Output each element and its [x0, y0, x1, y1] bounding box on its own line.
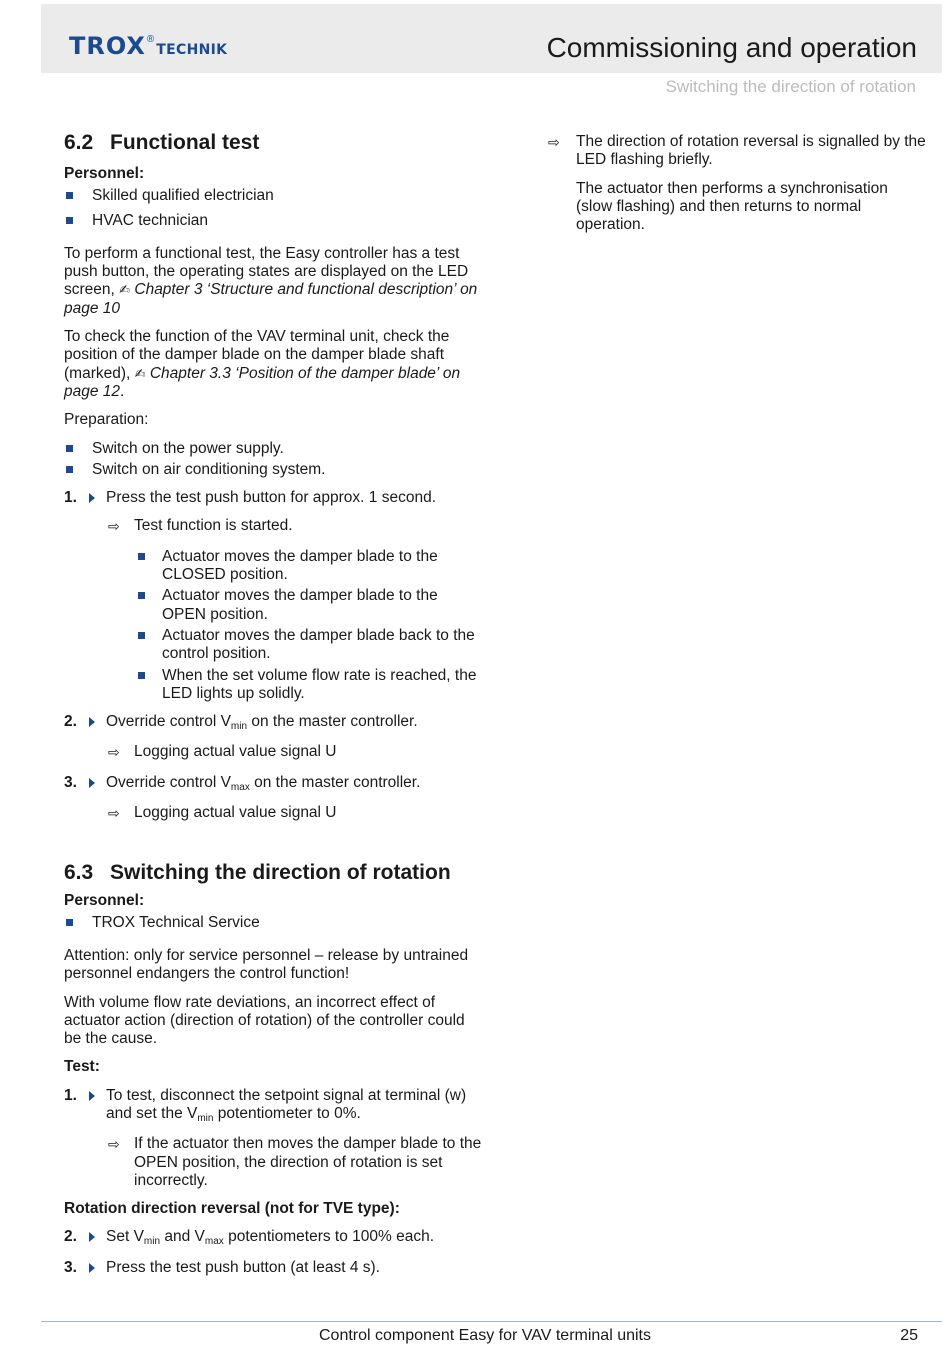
bullet-square-icon — [138, 553, 145, 560]
preparation-label: Preparation: — [64, 411, 149, 429]
step-result: ⇨ Logging actual value signal U — [108, 804, 337, 822]
paragraph: To check the function of the VAV terminal unit, check the position of the damper blade on the damper blade shaft (marked), ✍︎ Chapter 3.3 ‘Position of the damper blade’ on page 12. — [64, 328, 461, 400]
list-item: Actuator moves the damper blade to the CLOSED position. — [64, 548, 484, 585]
list-item: Actuator moves the damper blade back to the control position. — [64, 627, 484, 664]
personnel-label: Personnel: — [64, 892, 145, 910]
result-arrow-icon: ⇨ — [108, 805, 120, 822]
chapter-title: Commissioning and operation — [546, 32, 917, 63]
bullet-square-icon — [66, 466, 73, 473]
step-item: 3. Override control $V_{max}$ on the master controller. — [64, 773, 421, 793]
section-title: Functional test — [110, 131, 260, 154]
left-column — [64, 130, 484, 1277]
paragraph: With volume flow rate deviations, an incorrect effect of actuator action (direction of rotation) of the controller could be the cause. — [64, 993, 465, 1048]
bullet-square-icon — [138, 672, 145, 679]
bullet-square-icon — [138, 632, 145, 639]
step-number: 3. — [64, 1258, 77, 1276]
step-arrow-icon — [89, 1263, 95, 1273]
bullet-square-icon — [66, 217, 73, 224]
list-item: Actuator moves the damper blade to the OPEN position. — [64, 587, 484, 624]
bullet-square-icon — [66, 919, 73, 926]
cross-reference-link[interactable]: Chapter 3 ‘Structure and functional description’ on page 10 — [64, 281, 478, 317]
step-result-list — [64, 548, 484, 703]
logo-trox-text: TROX — [69, 32, 146, 60]
test-label: Test: — [64, 1058, 100, 1076]
list-item: Skilled qualified electrician — [64, 187, 484, 205]
cross-reference-icon: ✍︎ — [119, 282, 131, 298]
page-header — [41, 4, 942, 73]
step-number: 1. — [64, 1086, 77, 1104]
step-item: 1. Press the test push button for approx. 1 second. — [64, 489, 437, 507]
cross-reference-link[interactable]: Chapter 3.3 ‘Position of the damper blade’ on page 12 — [64, 364, 461, 400]
step-number: 1. — [64, 489, 77, 507]
section-title: Switching the direction of rotation — [110, 861, 451, 885]
footer-divider — [41, 1321, 942, 1322]
cross-reference-icon: ✍︎ — [134, 365, 146, 381]
personnel-list — [64, 914, 484, 932]
preparation-list — [64, 440, 484, 480]
list-item: When the set volume flow rate is reached, the LED lights up solidly. — [64, 667, 484, 704]
trox-logo — [69, 32, 227, 60]
result-arrow-icon: ⇨ — [108, 744, 120, 761]
step-number: 2. — [64, 713, 77, 731]
step-result: ⇨ The direction of rotation reversal is signalled by the LED flashing briefly. — [548, 133, 926, 169]
paragraph: Attention: only for service personnel – release by untrained personnel endangers the control function! — [64, 946, 469, 983]
section-6-3-heading — [64, 860, 484, 886]
section-6-2-heading — [64, 130, 484, 156]
section-number: 6.3 — [64, 861, 94, 885]
step-arrow-icon — [89, 778, 95, 788]
step-number: 3. — [64, 773, 77, 791]
section-number: 6.2 — [64, 131, 94, 154]
list-item: Switch on air conditioning system. — [64, 461, 484, 479]
bullet-square-icon — [66, 445, 73, 452]
step-item: 2. Override control $V_{min}$ on the master controller. — [64, 713, 418, 733]
page-number: 25 — [900, 1327, 918, 1344]
step-item: 2. Set $V_{min}$ and $V_{max}$ potentiometers to 100% each. — [64, 1228, 435, 1248]
right-column — [548, 133, 928, 234]
step-result: ⇨ Logging actual value signal U — [108, 743, 337, 761]
list-item: TROX Technical Service — [64, 914, 484, 932]
bullet-square-icon — [66, 192, 73, 199]
result-arrow-icon: ⇨ — [548, 134, 560, 150]
step-arrow-icon — [89, 717, 95, 727]
paragraph: To perform a functional test, the Easy controller has a test push button, the operating states are displayed on the LED screen, ✍︎ Chapter 3 ‘Structure and functional description’ on page 10 — [64, 244, 478, 317]
personnel-list — [64, 187, 484, 230]
result-arrow-icon: ⇨ — [108, 1136, 120, 1153]
logo-technik-text: TECHNIK — [156, 42, 228, 58]
footer-document-title: Control component Easy for VAV terminal units — [319, 1327, 651, 1344]
step-arrow-icon — [89, 1091, 95, 1101]
paragraph: The actuator then performs a synchronisation (slow flashing) and then returns to normal operation. — [576, 179, 888, 234]
list-item: HVAC technician — [64, 212, 484, 230]
section-subtitle: Switching the direction of rotation — [665, 77, 916, 96]
step-arrow-icon — [89, 1232, 95, 1242]
step-result: ⇨ Test function is started. — [108, 517, 293, 535]
step-number: 2. — [64, 1228, 77, 1246]
result-arrow-icon: ⇨ — [108, 518, 120, 535]
rotation-reversal-label: Rotation direction reversal (not for TVE type): — [64, 1200, 400, 1218]
step-result: ⇨ If the actuator then moves the damper blade to the OPEN position, the direction of rotation is set incorrectly. — [108, 1135, 482, 1189]
list-item: Switch on the power supply. — [64, 440, 484, 458]
bullet-square-icon — [138, 592, 145, 599]
step-arrow-icon — [89, 493, 95, 503]
step-item: 1. To test, disconnect the setpoint signal at terminal (w) and set the $V_{min}$ potentiometer to 0%. — [64, 1086, 467, 1124]
step-item: 3. Press the test push button (at least 4 s). — [64, 1258, 380, 1276]
personnel-label: Personnel: — [64, 165, 145, 182]
logo-registered-mark: ® — [146, 34, 155, 45]
